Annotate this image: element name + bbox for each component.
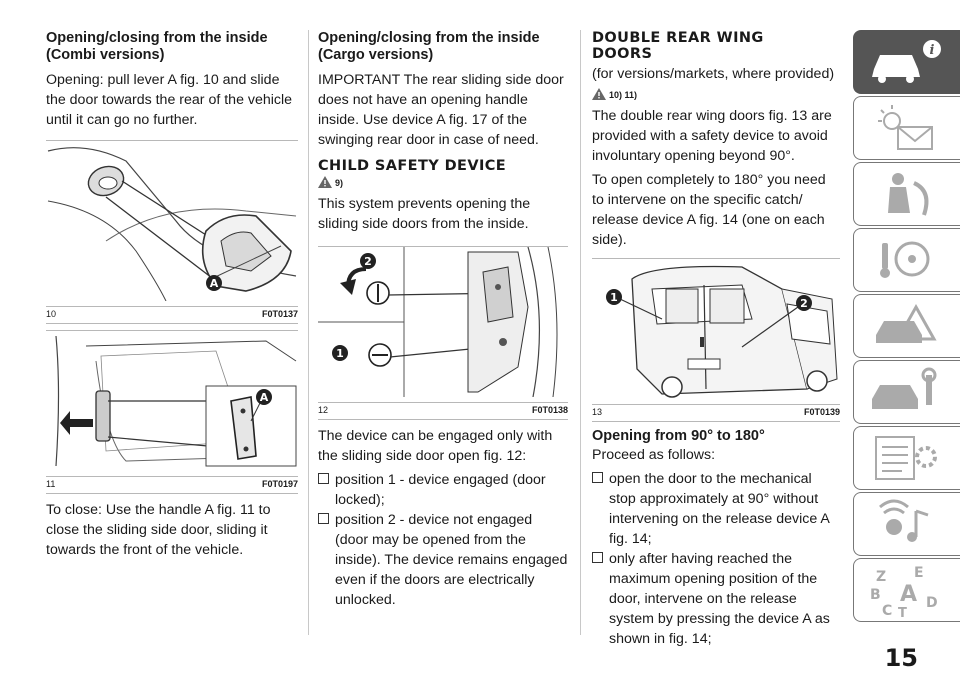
warning-reference (592, 88, 840, 100)
list-item (592, 549, 840, 649)
column-divider (580, 30, 581, 635)
multimedia-icon (854, 493, 954, 553)
warning-ref-text: 10) 11) (609, 90, 638, 100)
index-letter: B (870, 587, 881, 603)
paragraph-closing: To close: Use the handle A fig. 11 to close the sliding side door, sliding it towards the front of the vehicle. (46, 502, 271, 558)
checkbox-bullet-icon (592, 472, 603, 483)
figure-caption (46, 476, 298, 493)
figure-code: F0T0138 (531, 405, 568, 415)
paragraph-opening: Opening: pull lever A fig. 10 and slide the door towards the rear of the vehicle until it can go no further. (46, 72, 293, 128)
index-icon (854, 559, 954, 619)
warning-icon (318, 176, 332, 188)
child-safety-lock-illustration (318, 247, 568, 397)
figure-caption (318, 402, 568, 419)
index-letter: E (914, 565, 924, 581)
figure-number: 13 (592, 407, 603, 417)
column-rear-doors (592, 30, 840, 649)
figure-label-1: 1 (610, 291, 618, 304)
tab-dashboard-lights[interactable] (853, 96, 960, 160)
tab-technical-data[interactable] (853, 426, 960, 490)
tab-servicing[interactable] (853, 360, 960, 424)
section-title-child-safety: CHILD SAFETY DEVICE (318, 158, 507, 174)
door-lever-illustration (46, 141, 298, 301)
tab-car-info[interactable] (853, 30, 960, 94)
figure-label-2: 2 (364, 255, 372, 268)
warning-reference (318, 176, 568, 188)
heading-combi: Opening/closing from the inside (Combi versions) (46, 30, 268, 63)
warning-ref-text: 9) (335, 178, 344, 188)
steering-key-icon (854, 229, 954, 289)
section-title-rear-doors (592, 30, 840, 62)
paragraph-open-180: To open completely to 180° you need to intervene on the specific catch/ release device A fig. 14 (one on each side). (592, 172, 826, 248)
column-combi (46, 30, 298, 564)
index-letter: D (926, 595, 938, 611)
list-item-text: position 2 - device not engaged (door may be opened from the inside). The device remains engaged even if the doors are electrically unlocked. (335, 512, 568, 608)
dashboard-lights-icon (854, 97, 954, 157)
car-info-icon (854, 31, 954, 91)
figure-number: 10 (46, 309, 57, 319)
paragraph-proceed: Proceed as follows: (592, 447, 716, 463)
figure-code: F0T0137 (261, 309, 298, 319)
checkbox-bullet-icon (592, 552, 603, 563)
column-cargo (318, 30, 568, 610)
list-item (318, 470, 568, 510)
service-car-icon (854, 361, 954, 421)
figure-number: 12 (318, 405, 329, 415)
column-divider (308, 30, 309, 635)
sliding-door-handle-illustration (46, 331, 298, 471)
technical-data-icon (854, 427, 954, 487)
paragraph-child-safety: This system prevents opening the sliding side doors from the inside. (318, 196, 531, 232)
index-letter: T (898, 606, 907, 619)
figure-caption (46, 306, 298, 323)
index-letter: Z (876, 569, 887, 585)
figure-code: F0T0197 (261, 479, 298, 489)
figure-code: F0T0139 (803, 407, 840, 417)
safety-seat-icon (854, 163, 954, 223)
list-item (318, 510, 568, 610)
index-letter: A (900, 582, 918, 607)
paragraph-safety-device: The double rear wing doors fig. 13 are provided with a safety device to avoid involuntary opening beyond 90°. (592, 108, 832, 164)
subtitle-versions: (for versions/markets, where provided) (592, 66, 835, 82)
tab-emergency[interactable] (853, 294, 960, 358)
figure-label-a: A (209, 277, 219, 290)
figure-13 (592, 258, 840, 422)
checkbox-bullet-icon (318, 513, 329, 524)
tab-index[interactable] (853, 558, 960, 622)
paragraph-engage: The device can be engaged only with the sliding side door open fig. 12: (318, 428, 553, 464)
index-letter: C (882, 603, 893, 619)
heading-opening-90-180: Opening from 90° to 180° (592, 428, 765, 444)
emergency-icon (854, 295, 954, 355)
paragraph-important: IMPORTANT The rear sliding side door does not have an opening handle inside. Use device A fig. 17 of the swinging rear door in case of need. (318, 72, 564, 148)
figure-10 (46, 140, 298, 324)
list-item-text: position 1 - device engaged (door locked); (335, 472, 546, 508)
list-item (592, 469, 840, 549)
page-number: 15 (884, 644, 918, 672)
list-item-text: open the door to the mechanical stop approximately at 90° without intervening on the release device A fig. 14; (609, 471, 830, 547)
figure-11 (46, 330, 298, 494)
warning-icon (592, 88, 606, 100)
checkbox-bullet-icon (318, 473, 329, 484)
figure-label-1: 1 (336, 347, 344, 360)
section-title-line: DOORS (592, 46, 653, 62)
tab-starting-driving[interactable] (853, 228, 960, 292)
tab-safety[interactable] (853, 162, 960, 226)
figure-label-2: 2 (800, 297, 808, 310)
svg-text:i: i (929, 43, 935, 58)
figure-caption (592, 404, 840, 421)
heading-cargo: Opening/closing from the inside (Cargo versions) (318, 30, 540, 63)
figure-label-a: A (259, 391, 269, 404)
rear-van-doors-illustration (592, 259, 840, 399)
section-title-line: DOUBLE REAR WING (592, 30, 764, 46)
list-item-text: only after having reached the maximum opening position of the door, intervene on the release system by pressing the device A as shown in fig. 14; (609, 551, 830, 647)
figure-12 (318, 246, 568, 420)
figure-number: 11 (46, 479, 56, 489)
tab-multimedia[interactable] (853, 492, 960, 556)
